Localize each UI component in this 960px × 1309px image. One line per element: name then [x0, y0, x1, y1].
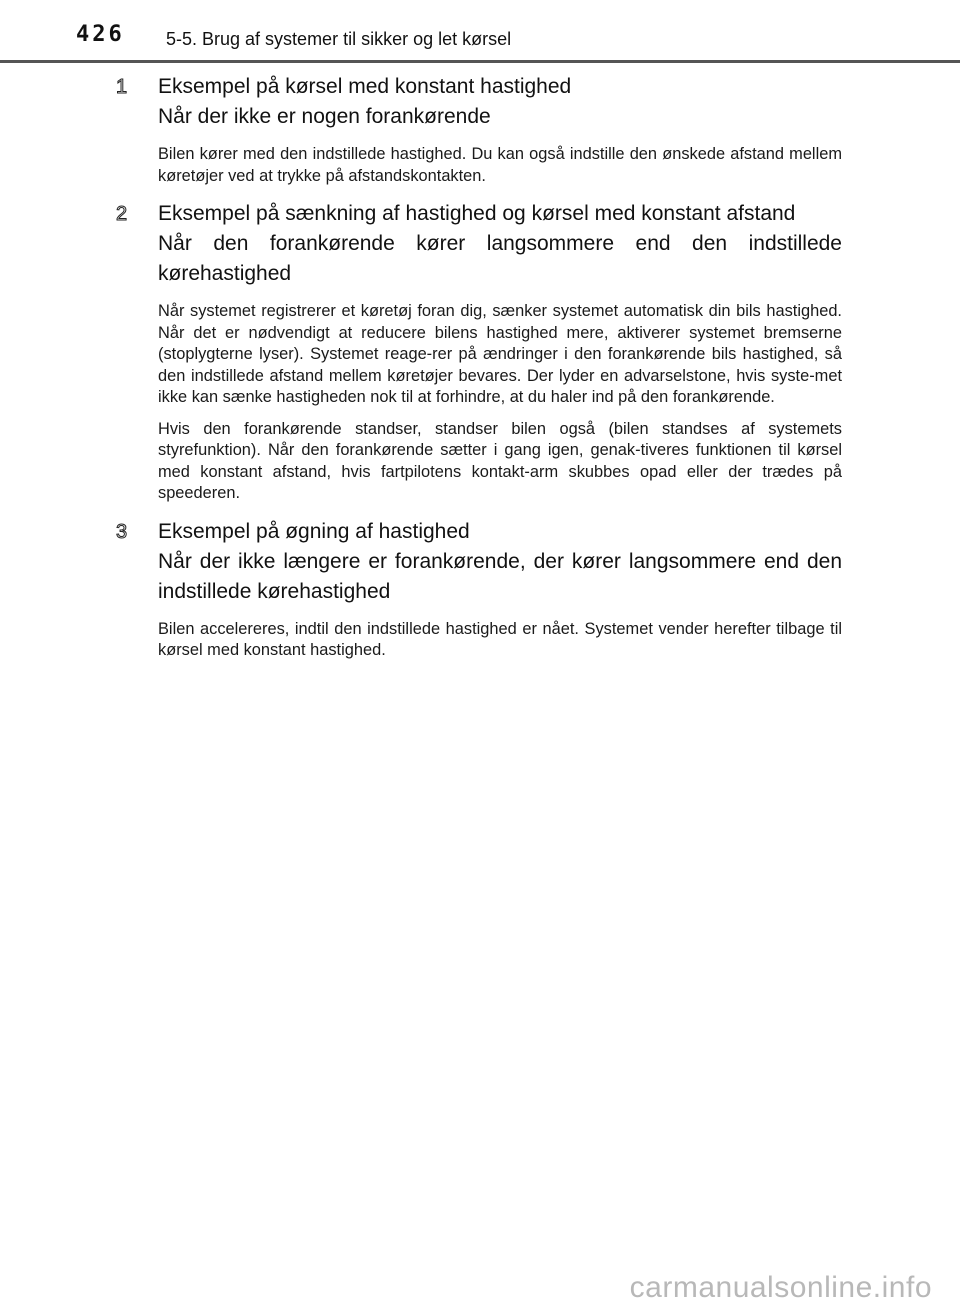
page-header [0, 0, 960, 64]
example-item-3 [0, 517, 960, 662]
item-heading [158, 199, 842, 289]
item-paragraph: Bilen accelereres, indtil den indstillede hastighed er nået. Systemet vender herefter tilbage til kørsel med konstant hastighed. [158, 619, 842, 659]
item-heading [158, 72, 842, 132]
item-heading-line: Når den forankørende kører langsommere end den indstillede kørehastighed [158, 232, 842, 285]
item-heading-line: Eksempel på sænkning af hastighed og kørsel med konstant afstand [158, 202, 796, 225]
watermark: carmanualsonline.info [629, 1271, 932, 1304]
example-item-2 [0, 199, 960, 505]
item-number-badge: 1 [116, 76, 128, 98]
page-number: 426 [76, 22, 125, 47]
item-paragraph: Hvis den forankørende standser, standser bilen også (bilen standses af systemets styrefunktion). Når den forankørende sætter i gang igen, genak-tiveres funktionen til kørsel med konstant afstand, hvis fartpilotens kontakt-arm skubbes opad eller der trædes på speederen. [158, 419, 842, 502]
item-paragraph: Bilen kører med den indstillede hastighed. Du kan også indstille den ønskede afstand mellem køretøjer ved at trykke på afstandskontakten. [158, 145, 842, 185]
item-heading-line: Eksempel på øgning af hastighed [158, 519, 470, 543]
item-paragraph: Når systemet registrerer et køretøj foran dig, sænker systemet automatisk din bils hastighed. Når det er nødvendigt at reducere bilens hastighed mere, aktiverer systemet bremserne (stoplygterne lyser). Systemet reage-rer på ændringer i den forankørende bils hastighed, så den indstillede afstand mellem køretøjer bevares. Der lyder en advarselstone, hvis syste-met ikke kan sænke hastigheden nok til at forhindre, at du haler ind på den forankørende. [158, 302, 842, 406]
example-item-1 [0, 72, 960, 187]
item-number-badge: 2 [116, 203, 128, 225]
item-heading [158, 517, 842, 607]
header-divider [0, 60, 960, 63]
item-number-badge: 3 [116, 520, 128, 543]
page-content [0, 72, 960, 662]
item-heading-line: Når der ikke længere er forankørende, der kører langsommere end den indstillede kørehastighed [158, 549, 842, 603]
section-title: 5-5. Brug af systemer til sikker og let kørsel [166, 29, 512, 49]
item-heading-line: Eksempel på kørsel med konstant hastighed [158, 75, 572, 98]
item-heading-line: Når der ikke er nogen forankørende [158, 105, 491, 128]
